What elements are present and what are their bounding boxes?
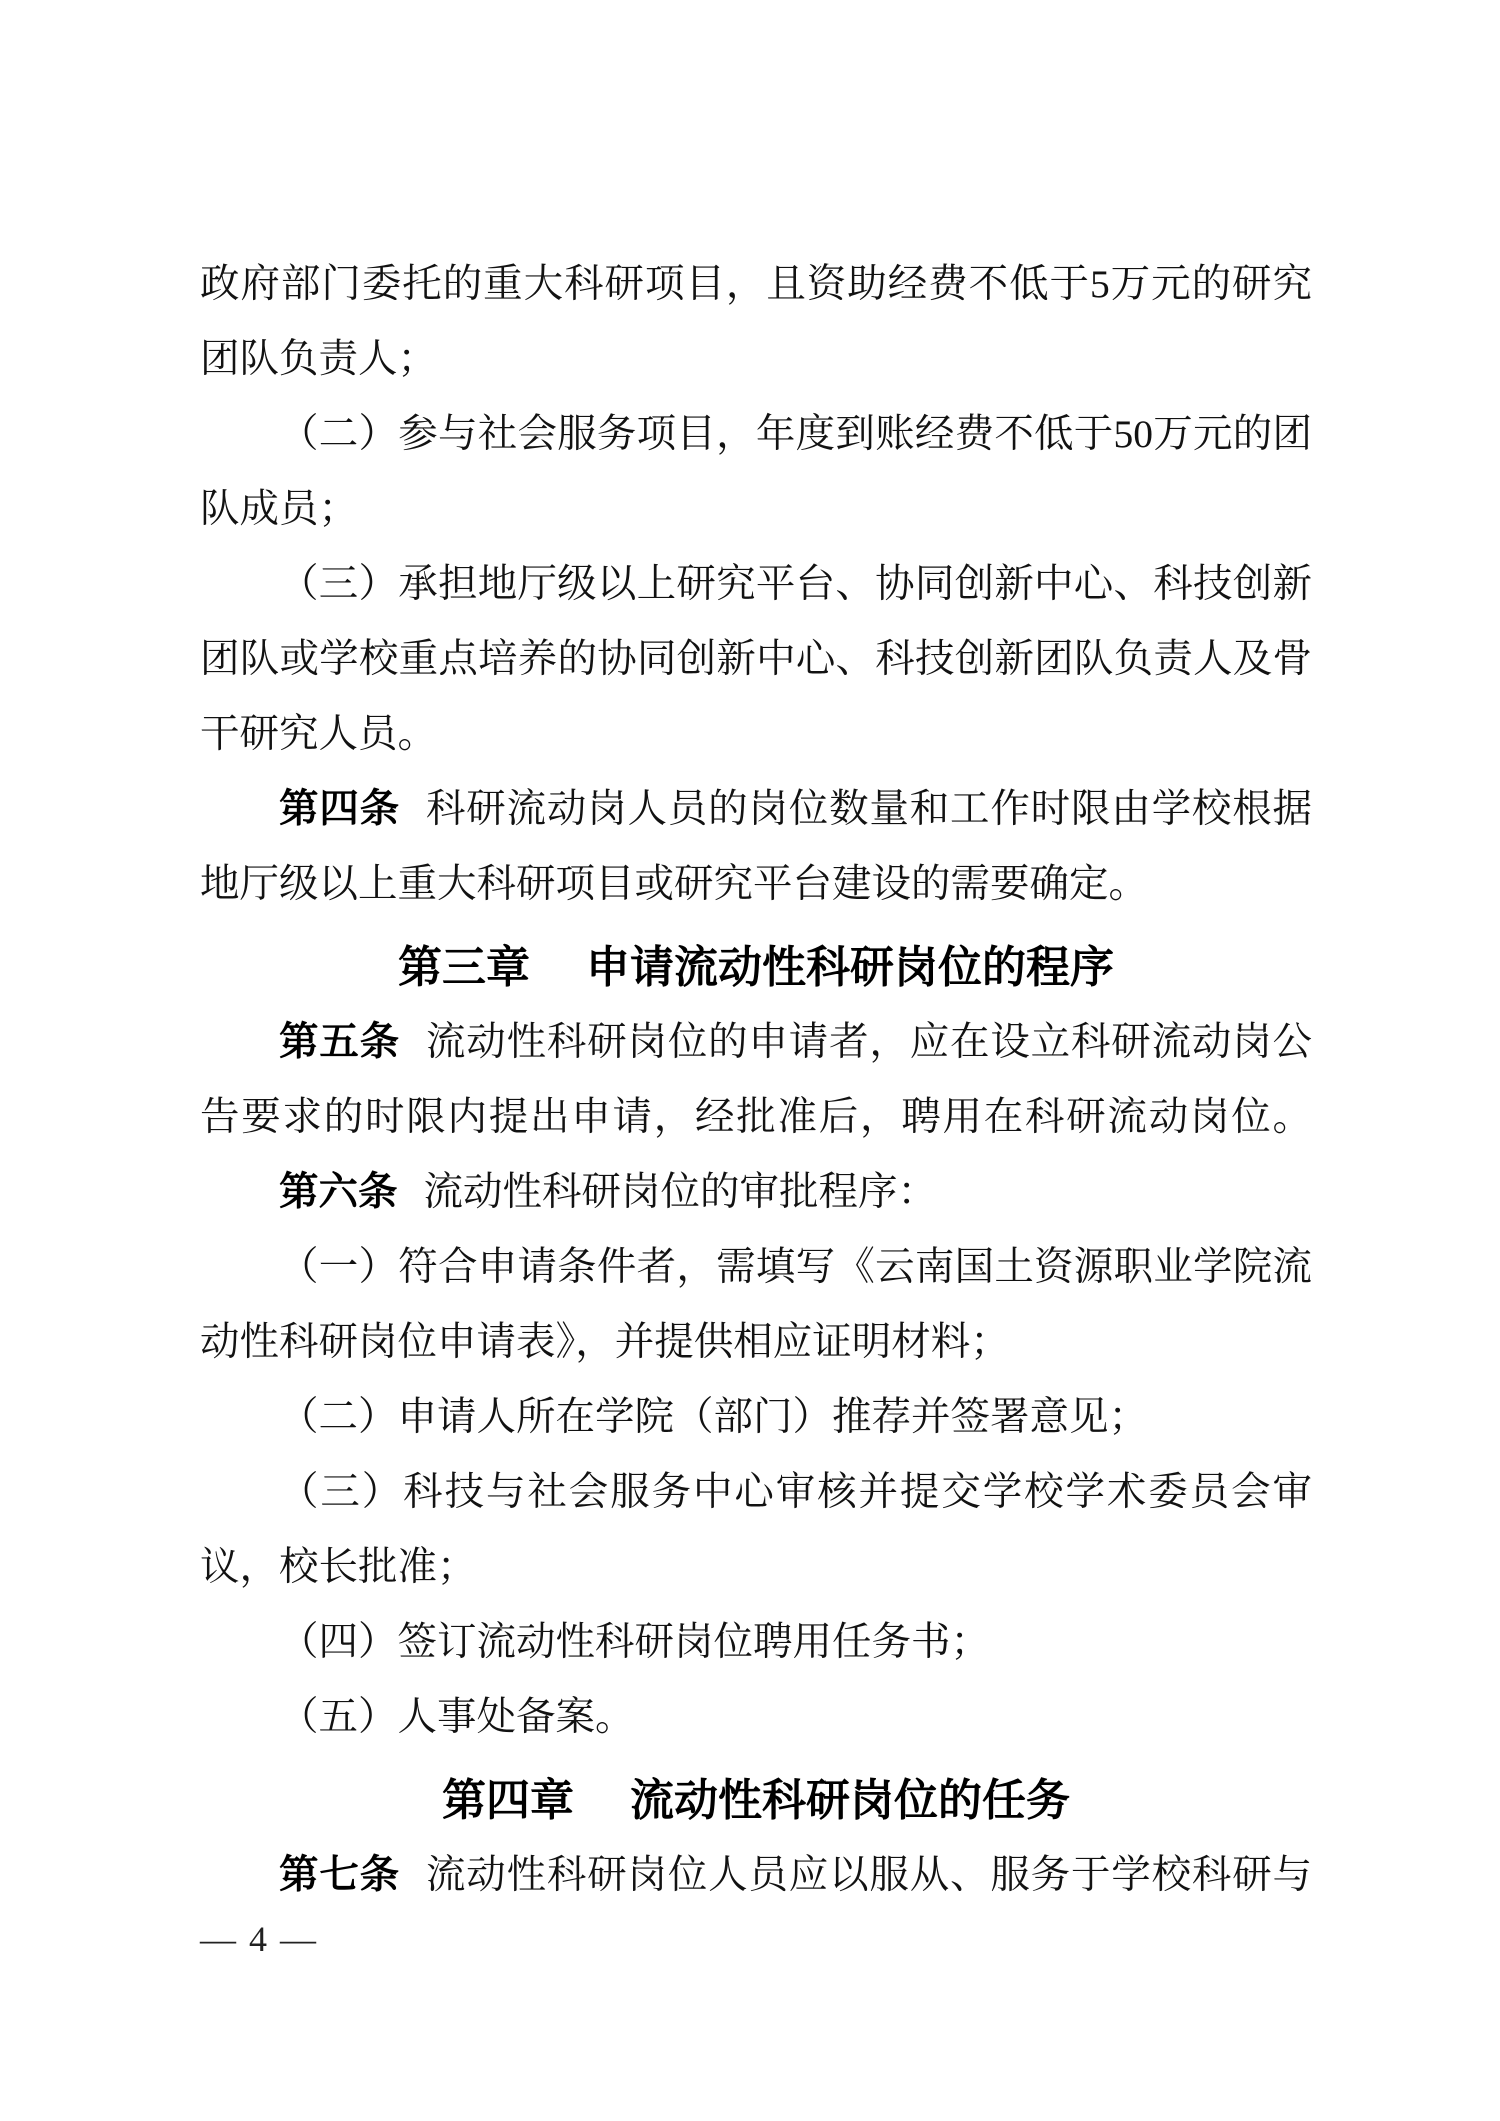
chapter-heading [200,930,1312,1005]
line-text: （三）承担地厅级以上研究平台、协同创新中心、科技创新 [279,562,1312,606]
text-line [200,247,1312,322]
line-text: （一）符合申请条件者，需填写《云南国土资源职业学院流 [279,1245,1312,1289]
line-text: （三）科技与社会服务中心审核并提交学校学术委员会审 [279,1470,1312,1514]
line-text: （二）申请人所在学院（部门）推荐并签署意见； [279,1395,1148,1439]
line-text: （五）人事处备案。 [279,1695,635,1739]
text-line [200,1155,1312,1230]
text-line [200,697,1312,772]
line-text: 流动性科研岗位的申请者，应在设立科研流动岗公 [425,1020,1312,1064]
chapter-number: 第三章 [398,943,530,992]
text-line [200,1838,1312,1913]
line-text: 政府部门委托的重大科研项目，且资助经费不低于5万元的研究 [200,262,1312,306]
line-text: 流动性科研岗位人员应以服从、服务于学校科研与 [425,1853,1312,1897]
chapter-title: 申请流动性科研岗位的程序 [586,943,1114,992]
line-text: 议，校长批准； [200,1545,477,1589]
line-text: 团队或学校重点培养的协同创新中心、科技创新团队负责人及骨 [200,637,1312,681]
text-line [200,622,1312,697]
article-number: 第七条 [279,1853,400,1897]
text-line [200,322,1312,397]
document-body [200,247,1312,1913]
chapter-number: 第四章 [442,1776,574,1825]
line-text: （二）参与社会服务项目，年度到账经费不低于50万元的团 [279,412,1312,456]
text-line [200,547,1312,622]
text-line [200,1455,1312,1530]
text-line [200,1680,1312,1755]
article-number: 第五条 [279,1020,400,1064]
text-line [200,397,1312,472]
text-line [200,1230,1312,1305]
line-text: 团队负责人； [200,337,437,381]
text-line [200,472,1312,547]
text-line [200,1530,1312,1605]
text-line [200,1380,1312,1455]
text-line [200,1605,1312,1680]
page-number: — 4 — [200,1919,318,1959]
line-text: 流动性科研岗位的审批程序： [423,1170,937,1214]
text-line [200,772,1312,847]
article-number: 第六条 [279,1170,398,1214]
line-text: 队成员； [200,487,358,531]
chapter-heading [200,1763,1312,1838]
text-line [200,1005,1312,1080]
text-line [200,847,1312,922]
text-line [200,1305,1312,1380]
line-text: 科研流动岗人员的岗位数量和工作时限由学校根据 [425,787,1312,831]
line-text: （四）签订流动性科研岗位聘用任务书； [279,1620,990,1664]
line-text: 动性科研岗位申请表》，并提供相应证明材料； [200,1320,1010,1364]
chapter-title: 流动性科研岗位的任务 [630,1776,1070,1825]
line-text: 地厅级以上重大科研项目或研究平台建设的需要确定。 [200,862,1148,906]
article-number: 第四条 [279,787,400,831]
text-line [200,1080,1312,1155]
line-text: 告要求的时限内提出申请，经批准后，聘用在科研流动岗位。 [200,1095,1312,1139]
line-text: 干研究人员。 [200,712,437,756]
